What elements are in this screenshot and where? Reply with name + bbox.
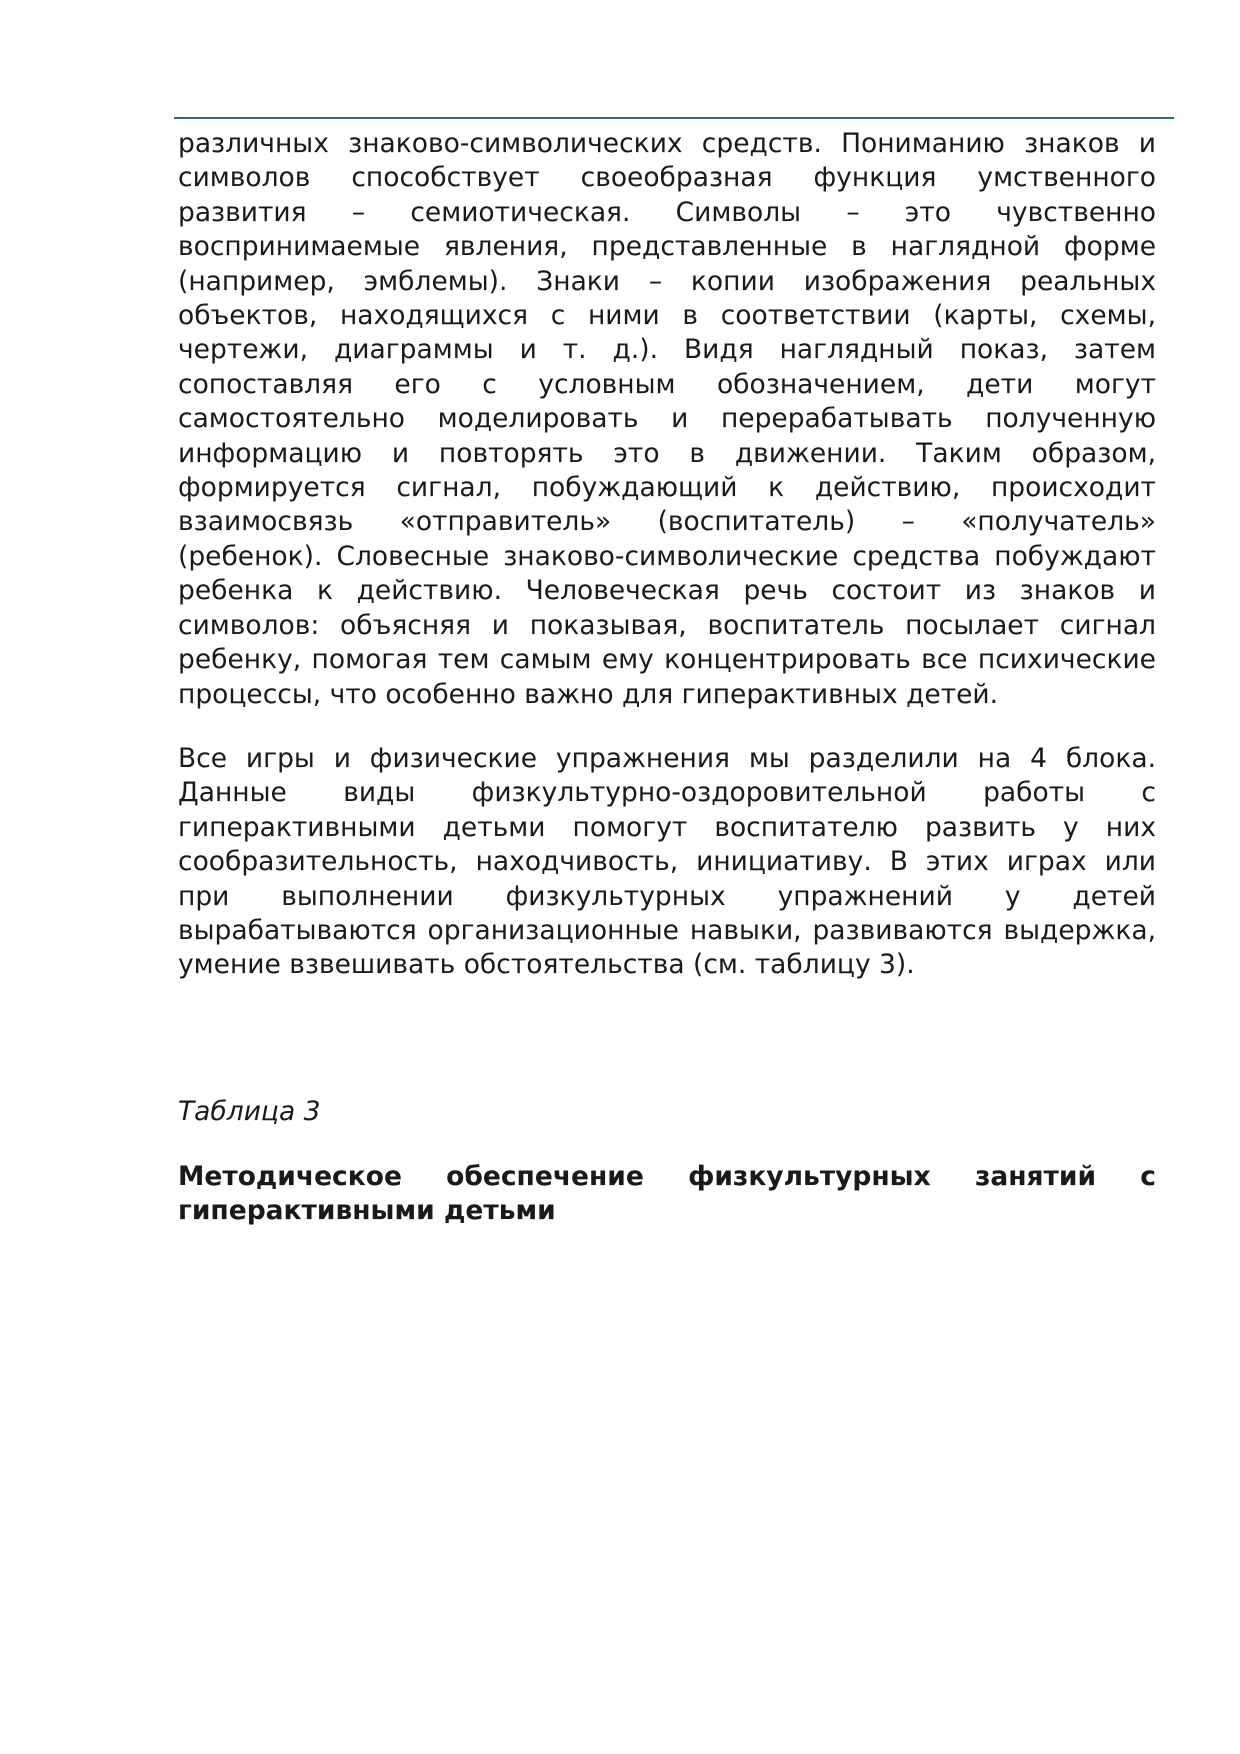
paragraph-2: Все игры и физические упражнения мы разделили на 4 блока. Данные виды физкультурно-оздоровительной работы с гиперактивными детьми помогут воспитателю развить у них сообразительность, находчивость, инициативу. В этих играх или при выполнении физкультурных упражнений у детей вырабатываются организационные навыки, развиваются выдержка, умение взвешивать обстоятельства (см. таблицу 3). bbox=[178, 742, 1156, 981]
table-caption: Таблица 3 bbox=[178, 1096, 321, 1127]
body-text bbox=[178, 127, 1156, 983]
table-title: Методическое обеспечение физкультурных занятий с гиперактивными детьми bbox=[178, 1161, 1156, 1227]
paragraph-1: различных знаково-символических средств. Пониманию знаков и символов способствует своеобразная функция умственного развития – семиотическая. Символы – это чувственно воспринимаемые явления, представленные в наглядной форме (например, эмблемы). Знаки – копии изображения реальных объектов, находящихся с ними в соответствии (карты, схемы, чертежи, диаграммы и т. д.). Видя наглядный показ, затем сопоставляя его с условным обозначением, дети могут самостоятельно моделировать и перерабатывать полученную информацию и повторять это в движении. Таким образом, формируется сигнал, побуждающий к действию, происходит взаимосвязь «отправитель» (воспитатель) – «получатель» (ребенок). Словесные знаково-символические средства побуждают ребенка к действию. Человеческая речь состоит из знаков и символов: объясняя и показывая, воспитатель посылает сигнал ребенку, помогая тем самым ему концентрировать все психические процессы, что особенно важно для гиперактивных детей. bbox=[178, 128, 1156, 710]
header-rule bbox=[174, 117, 1174, 119]
